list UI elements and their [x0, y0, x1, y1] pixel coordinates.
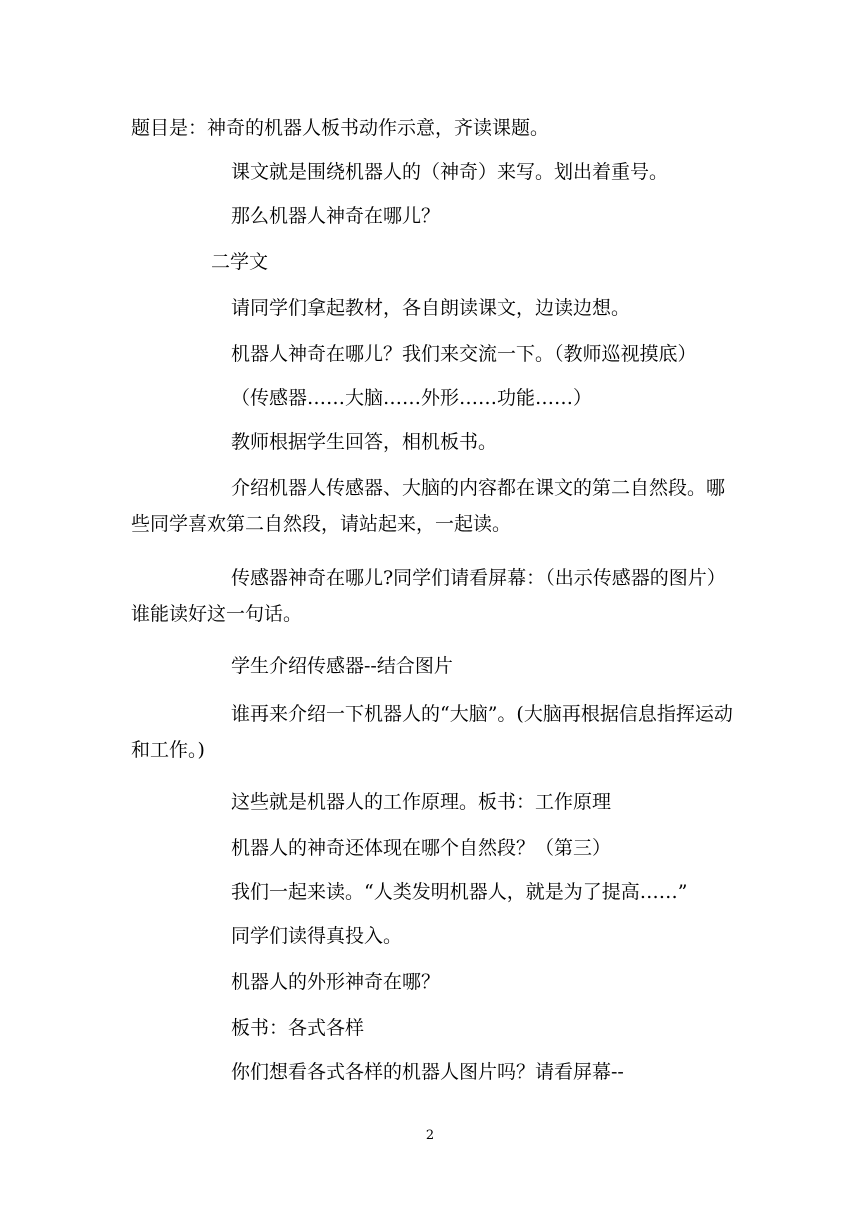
paragraph-sensor: 传感器神奇在哪儿?同学们请看屏幕：（出示传感器的图片）谁能读好这一句话。 — [131, 567, 726, 625]
paragraph-praise: 同学们读得真投入。 — [231, 925, 403, 947]
paragraph-board-variety: 板书：各式各样 — [231, 1017, 365, 1039]
paragraph-question: 那么机器人神奇在哪儿？ — [231, 205, 441, 227]
paragraph-discussion: 机器人神奇在哪儿？我们来交流一下。（教师巡视摸底） — [231, 343, 697, 365]
paragraph-second-section: 介绍机器人传感器、大脑的内容都在课文的第二自然段。哪些同学喜欢第二自然段，请站起来，一起读。 — [131, 477, 726, 535]
paragraph-blackboard: 教师根据学生回答，相机板书。 — [231, 431, 498, 453]
paragraph-student-intro: 学生介绍传感器--结合图片 — [231, 655, 453, 677]
paragraph-keywords: （传感器……大脑……外形……功能……） — [231, 387, 593, 409]
paragraph-appearance: 机器人的外形神奇在哪？ — [231, 971, 441, 993]
paragraph-third-section: 机器人的神奇还体现在哪个自然段？（第三） — [231, 837, 612, 859]
paragraph-principle: 这些就是机器人的工作原理。板书：工作原理 — [231, 791, 612, 813]
paragraph-read-together: 我们一起来读。“人类发明机器人，就是为了提高……” — [231, 881, 688, 903]
paragraph-show-pictures: 你们想看各式各样的机器人图片吗？请看屏幕-- — [231, 1061, 624, 1083]
paragraph-brain: 谁再来介绍一下机器人的“大脑”。(大脑再根据信息指挥运动和工作。) — [131, 703, 733, 761]
paragraph-read-textbook: 请同学们拿起教材，各自朗读课文，边读边想。 — [231, 297, 631, 319]
page-number: 2 — [425, 1128, 435, 1143]
paragraph-title-reading: 题目是：神奇的机器人板书动作示意，齐读课题。 — [131, 117, 550, 139]
paragraph-text-topic: 课文就是围绕机器人的（神奇）来写。划出着重号。 — [231, 161, 669, 183]
section-heading-study: 二学文 — [211, 251, 269, 273]
